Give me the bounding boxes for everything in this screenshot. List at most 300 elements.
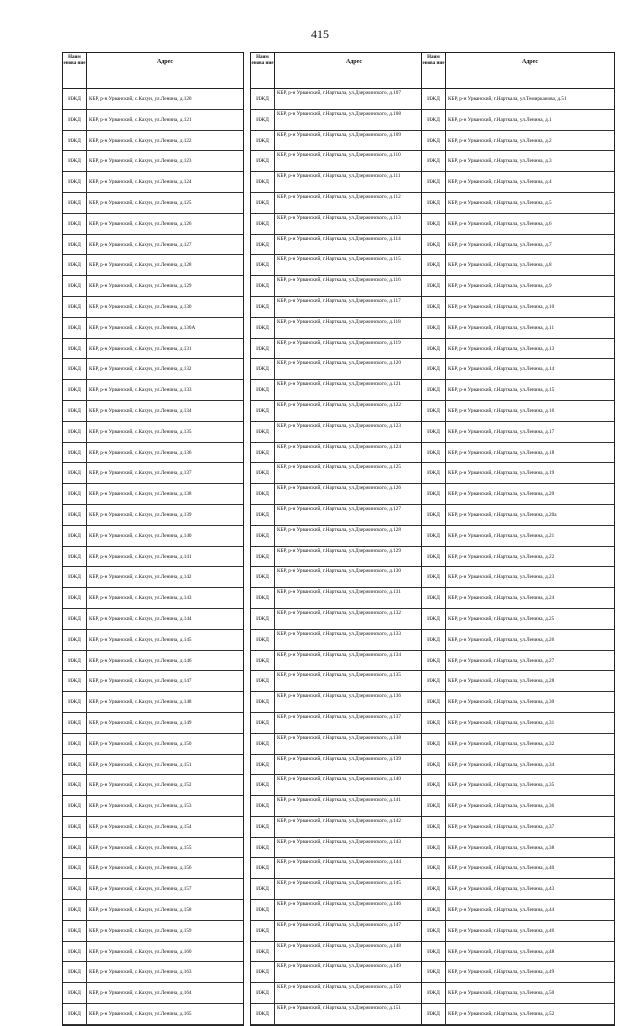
table-row xyxy=(251,1004,433,1025)
table-row xyxy=(422,193,614,214)
address-cell: КБР, р-н Урванский, с.Кахун, ул.Ленина, д.122 xyxy=(89,137,192,144)
address-cell: КБР, р-н Урванский, с.Кахун, ул.Ленина, д.158 xyxy=(89,907,192,914)
table-row xyxy=(422,359,614,380)
kind-cell: ИЖД xyxy=(422,339,446,359)
kind-cell: ИЖД xyxy=(63,900,87,920)
kind-cell: ИЖД xyxy=(422,359,446,379)
kind-cell: ИЖД xyxy=(63,110,87,130)
address-cell: КБР, р-н Урванский, г.Нарткала, ул.Темирканова, д.51 xyxy=(448,96,567,102)
kind-cell: ИЖД xyxy=(251,172,275,192)
table-row xyxy=(251,775,433,796)
address-cell: КБР, р-н Урванский, с.Кахун, ул.Ленина, д.165 xyxy=(89,1011,192,1018)
kind-cell: ИЖД xyxy=(422,151,446,171)
address-cell: КБР, р-н Урванский, г.Нарткала, ул.Ленина, д.9 xyxy=(448,283,552,290)
kind-cell: ИЖД xyxy=(251,235,275,255)
address-cell: КБР, р-н Урванский, г.Нарткала, ул.Дзержинского, д.142 xyxy=(277,817,401,824)
address-cell: КБР, р-н Урванский, г.Нарткала, ул.Ленина, д.20 xyxy=(448,491,555,498)
kind-cell: ИЖД xyxy=(422,796,446,816)
table-row xyxy=(422,588,614,609)
kind-cell: ИЖД xyxy=(251,463,275,483)
table-row xyxy=(251,110,433,131)
table-row xyxy=(251,214,433,235)
table-row xyxy=(422,463,614,484)
kind-header: Наим енова ние xyxy=(63,53,87,88)
address-cell: КБР, р-н Урванский, г.Нарткала, ул.Дзержинского, д.134 xyxy=(277,651,401,658)
address-cell: КБР, р-н Урванский, г.Нарткала, ул.Дзержинского, д.124 xyxy=(277,443,401,450)
address-header: Адрес xyxy=(521,59,539,65)
table-row xyxy=(422,692,614,713)
kind-cell: ИЖД xyxy=(422,505,446,525)
table-row xyxy=(63,713,243,734)
kind-cell: ИЖД xyxy=(422,422,446,442)
table-row xyxy=(63,942,243,963)
address-cell: КБР, р-н Урванский, г.Нарткала, ул.Дзержинского, д.111 xyxy=(277,173,401,180)
table-row xyxy=(63,131,243,152)
table-row xyxy=(422,775,614,796)
address-cell: КБР, р-н Урванский, г.Нарткала, ул.Ленина, д.20а xyxy=(448,511,557,518)
table-row xyxy=(63,526,243,547)
table-row xyxy=(63,609,243,630)
kind-cell: ИЖД xyxy=(251,692,275,712)
address-cell: КБР, р-н Урванский, г.Нарткала, ул.Дзержинского, д.122 xyxy=(277,401,401,408)
kind-cell: ИЖД xyxy=(422,484,446,504)
kind-cell: ИЖД xyxy=(422,630,446,650)
kind-cell: ИЖД xyxy=(422,172,446,192)
address-cell: КБР, р-н Урванский, г.Нарткала, ул.Ленина, д.1 xyxy=(448,116,552,123)
kind-cell: ИЖД xyxy=(63,401,87,421)
kind-cell: ИЖД xyxy=(251,962,275,982)
kind-cell: ИЖД xyxy=(63,547,87,567)
kind-cell: ИЖД xyxy=(251,567,275,587)
address-cell: КБР, р-н Урванский, г.Нарткала, ул.Ленина, д.43 xyxy=(448,886,555,893)
kind-cell: ИЖД xyxy=(63,89,87,109)
table-row xyxy=(422,858,614,879)
address-cell: КБР, р-н Урванский, г.Нарткала, ул.Дзержинского, д.128 xyxy=(277,526,401,533)
table-row xyxy=(63,879,243,900)
kind-cell: ИЖД xyxy=(63,359,87,379)
address-cell: КБР, р-н Урванский, с.Кахун, ул.Ленина, д.145 xyxy=(89,636,192,643)
table-row xyxy=(63,318,243,339)
address-cell: КБР, р-н Урванский, г.Нарткала, ул.Ленина, д.37 xyxy=(448,823,555,830)
kind-cell: ИЖД xyxy=(63,505,87,525)
address-cell: КБР, р-н Урванский, г.Нарткала, ул.Ленина, д.21 xyxy=(448,532,555,539)
address-cell: КБР, р-н Урванский, г.Нарткала, ул.Ленина, д.27 xyxy=(448,657,555,664)
address-cell: КБР, р-н Урванский, с.Кахун, ул.Ленина, д.137 xyxy=(89,470,192,477)
table-row xyxy=(63,151,243,172)
kind-cell: ИЖД xyxy=(251,775,275,795)
address-cell: КБР, р-н Урванский, г.Нарткала, ул.Дзержинского, д.135 xyxy=(277,672,401,679)
address-cell: КБР, р-н Урванский, г.Нарткала, ул.Ленина, д.30 xyxy=(448,699,555,706)
kind-cell: ИЖД xyxy=(422,962,446,982)
kind-cell: ИЖД xyxy=(63,339,87,359)
table-header xyxy=(63,53,243,89)
kind-cell: ИЖД xyxy=(63,858,87,878)
table-row xyxy=(422,942,614,963)
kind-cell: ИЖД xyxy=(422,734,446,754)
address-cell: КБР, р-н Урванский, г.Нарткала, ул.Дзержинского, д.120 xyxy=(277,360,401,367)
kind-cell: ИЖД xyxy=(422,817,446,837)
address-cell: КБР, р-н Урванский, г.Нарткала, ул.Ленина, д.17 xyxy=(448,428,555,435)
kind-cell: ИЖД xyxy=(422,838,446,858)
kind-cell: ИЖД xyxy=(422,942,446,962)
address-cell: КБР, р-н Урванский, г.Нарткала, ул.Дзержинского, д.121 xyxy=(277,381,401,388)
address-cell: КБР, р-н Урванский, с.Кахун, ул.Ленина, д.129 xyxy=(89,283,192,290)
address-cell: КБР, р-н Урванский, с.Кахун, ул.Ленина, д.120 xyxy=(89,96,192,102)
address-cell: КБР, р-н Урванский, г.Нарткала, ул.Дзержинского, д.108 xyxy=(277,110,401,117)
address-cell: КБР, р-н Урванский, с.Кахун, ул.Ленина, д.141 xyxy=(89,553,192,560)
address-cell: КБР, р-н Урванский, г.Нарткала, ул.Ленина, д.52 xyxy=(448,1011,555,1018)
table-row xyxy=(63,484,243,505)
table-row xyxy=(422,380,614,401)
table-row xyxy=(251,567,433,588)
address-cell: КБР, р-н Урванский, г.Нарткала, ул.Ленина, д.26 xyxy=(448,636,555,643)
table-row xyxy=(251,755,433,776)
address-cell: КБР, р-н Урванский, г.Нарткала, ул.Ленина, д.22 xyxy=(448,553,555,560)
kind-header: Наим енова ние xyxy=(422,53,446,88)
table-row xyxy=(251,443,433,464)
address-cell: КБР, р-н Урванский, г.Нарткала, ул.Дзержинского, д.137 xyxy=(277,713,401,720)
table-row xyxy=(422,817,614,838)
table-row xyxy=(63,588,243,609)
address-cell: КБР, р-н Урванский, г.Нарткала, ул.Ленина, д.16 xyxy=(448,407,555,414)
kind-cell: ИЖД xyxy=(63,879,87,899)
address-cell: КБР, р-н Урванский, с.Кахун, ул.Ленина, д.160 xyxy=(89,948,192,955)
kind-cell: ИЖД xyxy=(251,193,275,213)
table-row xyxy=(251,484,433,505)
address-cell: КБР, р-н Урванский, г.Нарткала, ул.Дзержинского, д.133 xyxy=(277,630,401,637)
kind-cell: ИЖД xyxy=(422,89,446,109)
address-cell: КБР, р-н Урванский, с.Кахун, ул.Ленина, д.130 xyxy=(89,303,192,310)
table-row xyxy=(422,630,614,651)
kind-cell: ИЖД xyxy=(251,879,275,899)
address-cell: КБР, р-н Урванский, г.Нарткала, ул.Ленина, д.24 xyxy=(448,595,555,602)
kind-cell: ИЖД xyxy=(422,401,446,421)
kind-cell: ИЖД xyxy=(251,422,275,442)
address-cell: КБР, р-н Урванский, с.Кахун, ул.Ленина, д.163 xyxy=(89,969,192,976)
table-row xyxy=(422,484,614,505)
kind-cell: ИЖД xyxy=(422,983,446,1003)
kind-cell: ИЖД xyxy=(251,255,275,275)
address-cell: КБР, р-н Урванский, с.Кахун, ул.Ленина, д.128 xyxy=(89,262,192,269)
kind-cell: ИЖД xyxy=(422,879,446,899)
address-cell: КБР, р-н Урванский, г.Нарткала, ул.Дзержинского, д.144 xyxy=(277,859,401,866)
kind-cell: ИЖД xyxy=(63,983,87,1003)
address-cell: КБР, р-н Урванский, г.Нарткала, ул.Ленина, д.15 xyxy=(448,387,555,394)
kind-cell: ИЖД xyxy=(422,609,446,629)
address-cell: КБР, р-н Урванский, с.Кахун, ул.Ленина, д.146 xyxy=(89,657,192,664)
address-cell: КБР, р-н Урванский, с.Кахун, ул.Ленина, д.156 xyxy=(89,865,192,872)
kind-cell: ИЖД xyxy=(422,276,446,296)
table-row xyxy=(422,879,614,900)
address-cell: КБР, р-н Урванский, г.Нарткала, ул.Дзержинского, д.147 xyxy=(277,921,401,928)
address-cell: КБР, р-н Урванский, г.Нарткала, ул.Ленина, д.6 xyxy=(448,220,552,227)
kind-cell: ИЖД xyxy=(422,380,446,400)
table-row xyxy=(251,255,433,276)
kind-cell: ИЖД xyxy=(422,900,446,920)
address-cell: КБР, р-н Урванский, г.Нарткала, ул.Дзержинского, д.148 xyxy=(277,942,401,949)
table-row xyxy=(422,151,614,172)
address-cell: КБР, р-н Урванский, г.Нарткала, ул.Ленина, д.8 xyxy=(448,262,552,269)
address-cell: КБР, р-н Урванский, с.Кахун, ул.Ленина, д.140 xyxy=(89,532,192,539)
kind-cell: ИЖД xyxy=(63,1004,87,1024)
table-row xyxy=(251,339,433,360)
table-row xyxy=(251,900,433,921)
address-cell: КБР, р-н Урванский, с.Кахун, ул.Ленина, д.151 xyxy=(89,761,192,768)
address-cell: КБР, р-н Урванский, с.Кахун, ул.Ленина, д.150 xyxy=(89,740,192,747)
table-row xyxy=(63,422,243,443)
table-row xyxy=(251,921,433,942)
table-row xyxy=(422,983,614,1004)
address-cell: КБР, р-н Урванский, г.Нарткала, ул.Дзержинского, д.143 xyxy=(277,838,401,845)
kind-cell: ИЖД xyxy=(63,817,87,837)
table-row xyxy=(422,339,614,360)
kind-cell: ИЖД xyxy=(63,297,87,317)
address-cell: КБР, р-н Урванский, с.Кахун, ул.Ленина, д.139 xyxy=(89,511,192,518)
kind-cell: ИЖД xyxy=(251,110,275,130)
kind-cell: ИЖД xyxy=(63,380,87,400)
address-cell: КБР, р-н Урванский, г.Нарткала, ул.Ленина, д.48 xyxy=(448,948,555,955)
kind-cell: ИЖД xyxy=(251,359,275,379)
table-row xyxy=(251,463,433,484)
table-row xyxy=(251,131,433,152)
kind-cell: ИЖД xyxy=(251,401,275,421)
kind-cell: ИЖД xyxy=(63,255,87,275)
kind-cell: ИЖД xyxy=(251,131,275,151)
kind-cell: ИЖД xyxy=(63,588,87,608)
table-row xyxy=(251,713,433,734)
kind-cell: ИЖД xyxy=(63,609,87,629)
kind-cell: ИЖД xyxy=(63,443,87,463)
table-row xyxy=(63,380,243,401)
address-cell: КБР, р-н Урванский, г.Нарткала, ул.Дзержинского, д.141 xyxy=(277,797,401,804)
kind-cell: ИЖД xyxy=(251,151,275,171)
table-row xyxy=(251,318,433,339)
address-header: Адрес xyxy=(345,59,363,65)
address-cell: КБР, р-н Урванский, с.Кахун, ул.Ленина, д.157 xyxy=(89,886,192,893)
address-cell: КБР, р-н Урванский, г.Нарткала, ул.Ленина, д.11 xyxy=(448,324,555,331)
table-row xyxy=(422,422,614,443)
address-header: Адрес xyxy=(156,59,174,65)
table-row xyxy=(251,942,433,963)
kind-cell: ИЖД xyxy=(251,858,275,878)
address-cell: КБР, р-н Урванский, с.Кахун, ул.Ленина, д.133 xyxy=(89,387,192,394)
table-row xyxy=(422,838,614,859)
table-row xyxy=(63,443,243,464)
table-row xyxy=(422,921,614,942)
table-row xyxy=(251,526,433,547)
kind-cell: ИЖД xyxy=(63,214,87,234)
address-cell: КБР, р-н Урванский, с.Кахун, ул.Ленина, д.126 xyxy=(89,220,192,227)
table-row xyxy=(422,401,614,422)
kind-cell: ИЖД xyxy=(251,734,275,754)
address-cell: КБР, р-н Урванский, с.Кахун, ул.Ленина, д.134 xyxy=(89,407,192,414)
address-cell: КБР, р-н Урванский, с.Кахун, ул.Ленина, д.155 xyxy=(89,844,192,851)
address-cell: КБР, р-н Урванский, г.Нарткала, ул.Дзержинского, д.130 xyxy=(277,568,401,575)
kind-cell: ИЖД xyxy=(422,297,446,317)
address-cell: КБР, р-н Урванский, г.Нарткала, ул.Ленина, д.46 xyxy=(448,927,555,934)
table-row xyxy=(251,547,433,568)
address-cell: КБР, р-н Урванский, г.Нарткала, ул.Дзержинского, д.140 xyxy=(277,776,401,783)
address-cell: КБР, р-н Урванский, г.Нарткала, ул.Дзержинского, д.139 xyxy=(277,755,401,762)
table-row xyxy=(422,526,614,547)
address-cell: КБР, р-н Урванский, г.Нарткала, ул.Ленина, д.7 xyxy=(448,241,552,248)
address-cell: КБР, р-н Урванский, г.Нарткала, ул.Дзержинского, д.127 xyxy=(277,505,401,512)
address-cell: КБР, р-н Урванский, г.Нарткала, ул.Ленина, д.35 xyxy=(448,782,555,789)
address-cell: КБР, р-н Урванский, г.Нарткала, ул.Ленина, д.5 xyxy=(448,199,552,206)
table-row xyxy=(63,235,243,256)
kind-cell: ИЖД xyxy=(251,651,275,671)
kind-cell: ИЖД xyxy=(251,671,275,691)
address-cell: КБР, р-н Урванский, г.Нарткала, ул.Дзержинского, д.123 xyxy=(277,422,401,429)
table-row xyxy=(251,817,433,838)
address-cell: КБР, р-н Урванский, г.Нарткала, ул.Дзержинского, д.136 xyxy=(277,693,401,700)
table-row xyxy=(63,547,243,568)
table-row xyxy=(422,505,614,526)
table-row xyxy=(251,151,433,172)
table-row xyxy=(422,255,614,276)
kind-cell: ИЖД xyxy=(63,671,87,691)
address-cell: КБР, р-н Урванский, г.Нарткала, ул.Ленина, д.50 xyxy=(448,990,555,997)
table-row xyxy=(422,172,614,193)
kind-cell: ИЖД xyxy=(63,276,87,296)
address-cell: КБР, р-н Урванский, г.Нарткала, ул.Ленина, д.28 xyxy=(448,678,555,685)
kind-cell: ИЖД xyxy=(251,755,275,775)
address-cell: КБР, р-н Урванский, с.Кахун, ул.Ленина, д.138 xyxy=(89,491,192,498)
table-row xyxy=(63,671,243,692)
kind-cell: ИЖД xyxy=(422,547,446,567)
address-cell: КБР, р-н Урванский, г.Нарткала, ул.Дзержинского, д.149 xyxy=(277,963,401,970)
kind-cell: ИЖД xyxy=(63,235,87,255)
table-row xyxy=(251,89,433,110)
kind-cell: ИЖД xyxy=(251,630,275,650)
table-row xyxy=(63,734,243,755)
page-number: 415 xyxy=(311,27,329,41)
kind-cell: ИЖД xyxy=(251,505,275,525)
table-row xyxy=(251,983,433,1004)
table-row xyxy=(422,110,614,131)
kind-cell: ИЖД xyxy=(251,921,275,941)
table-row xyxy=(251,734,433,755)
kind-cell: ИЖД xyxy=(422,318,446,338)
table-row xyxy=(251,588,433,609)
address-cell: КБР, р-н Урванский, г.Нарткала, ул.Дзержинского, д.119 xyxy=(277,339,401,346)
address-cell: КБР, р-н Урванский, с.Кахун, ул.Ленина, д.124 xyxy=(89,179,192,186)
table-row xyxy=(63,817,243,838)
table-row xyxy=(422,297,614,318)
address-cell: КБР, р-н Урванский, г.Нарткала, ул.Дзержинского, д.125 xyxy=(277,464,401,471)
kind-cell: ИЖД xyxy=(63,567,87,587)
kind-cell: ИЖД xyxy=(251,838,275,858)
kind-cell: ИЖД xyxy=(251,1004,275,1024)
kind-cell: ИЖД xyxy=(422,692,446,712)
address-cell: КБР, р-н Урванский, г.Нарткала, ул.Дзержинского, д.132 xyxy=(277,609,401,616)
address-cell: КБР, р-н Урванский, г.Нарткала, ул.Дзержинского, д.115 xyxy=(277,256,401,263)
address-cell: КБР, р-н Урванский, г.Нарткала, ул.Ленина, д.25 xyxy=(448,615,555,622)
table-row xyxy=(63,692,243,713)
table-column-3 xyxy=(421,52,615,1026)
address-cell: КБР, р-н Урванский, г.Нарткала, ул.Ленина, д.14 xyxy=(448,366,555,373)
address-cell: КБР, р-н Урванский, с.Кахун, ул.Ленина, д.153 xyxy=(89,803,192,810)
kind-cell: ИЖД xyxy=(63,775,87,795)
kind-cell: ИЖД xyxy=(251,443,275,463)
table-row xyxy=(422,276,614,297)
table-row xyxy=(422,547,614,568)
table-row xyxy=(251,609,433,630)
kind-cell: ИЖД xyxy=(422,1004,446,1024)
address-cell: КБР, р-н Урванский, г.Нарткала, ул.Дзержинского, д.131 xyxy=(277,589,401,596)
kind-cell: ИЖД xyxy=(63,755,87,775)
table-row xyxy=(63,172,243,193)
address-cell: КБР, р-н Урванский, с.Кахун, ул.Ленина, д.148 xyxy=(89,699,192,706)
table-row xyxy=(63,89,243,110)
table-column-2 xyxy=(250,52,434,1026)
kind-cell: ИЖД xyxy=(422,651,446,671)
kind-cell: ИЖД xyxy=(63,193,87,213)
address-cell: КБР, р-н Урванский, г.Нарткала, ул.Ленина, д.23 xyxy=(448,574,555,581)
table-row xyxy=(63,983,243,1004)
address-cell: КБР, р-н Урванский, г.Нарткала, ул.Дзержинского, д.151 xyxy=(277,1005,401,1012)
table-row xyxy=(422,796,614,817)
table-row xyxy=(422,235,614,256)
kind-cell: ИЖД xyxy=(422,921,446,941)
kind-cell: ИЖД xyxy=(422,443,446,463)
table-row xyxy=(251,276,433,297)
kind-cell: ИЖД xyxy=(422,463,446,483)
kind-cell: ИЖД xyxy=(63,713,87,733)
address-cell: КБР, р-н Урванский, г.Нарткала, ул.Дзержинского, д.118 xyxy=(277,318,401,325)
table-row xyxy=(63,110,243,131)
kind-cell: ИЖД xyxy=(251,380,275,400)
table-row xyxy=(422,755,614,776)
kind-cell: ИЖД xyxy=(63,734,87,754)
table-row xyxy=(251,422,433,443)
table-row xyxy=(63,651,243,672)
kind-cell: ИЖД xyxy=(63,463,87,483)
address-cell: КБР, р-н Урванский, с.Кахун, ул.Ленина, д.131 xyxy=(89,345,192,352)
kind-cell: ИЖД xyxy=(251,817,275,837)
kind-cell: ИЖД xyxy=(63,962,87,982)
table-row xyxy=(422,443,614,464)
address-cell: КБР, р-н Урванский, г.Нарткала, ул.Ленина, д.32 xyxy=(448,740,555,747)
table-row xyxy=(422,713,614,734)
address-cell: КБР, р-н Урванский, г.Нарткала, ул.Ленина, д.49 xyxy=(448,969,555,976)
table-row xyxy=(251,401,433,422)
kind-cell: ИЖД xyxy=(63,630,87,650)
address-cell: КБР, р-н Урванский, с.Кахун, ул.Ленина, д.123 xyxy=(89,158,192,165)
table-row xyxy=(63,838,243,859)
kind-cell: ИЖД xyxy=(422,255,446,275)
table-row xyxy=(422,567,614,588)
kind-cell: ИЖД xyxy=(422,671,446,691)
address-cell: КБР, р-н Урванский, г.Нарткала, ул.Дзержинского, д.126 xyxy=(277,485,401,492)
address-cell: КБР, р-н Урванский, с.Кахун, ул.Ленина, д.159 xyxy=(89,927,192,934)
table-row xyxy=(251,671,433,692)
kind-cell: ИЖД xyxy=(422,110,446,130)
table-row xyxy=(422,734,614,755)
address-cell: КБР, р-н Урванский, г.Нарткала, ул.Дзержинского, д.116 xyxy=(277,277,401,284)
address-cell: КБР, р-н Урванский, с.Кахун, ул.Ленина, д.149 xyxy=(89,719,192,726)
table-row xyxy=(251,879,433,900)
table-row xyxy=(63,255,243,276)
address-cell: КБР, р-н Урванский, г.Нарткала, ул.Ленина, д.34 xyxy=(448,761,555,768)
table-row xyxy=(422,89,614,110)
kind-cell: ИЖД xyxy=(422,193,446,213)
address-cell: КБР, р-н Урванский, г.Нарткала, ул.Ленина, д.38 xyxy=(448,844,555,851)
table-row xyxy=(251,838,433,859)
table-row xyxy=(251,962,433,983)
kind-cell: ИЖД xyxy=(251,339,275,359)
address-cell: КБР, р-н Урванский, г.Нарткала, ул.Дзержинского, д.145 xyxy=(277,880,401,887)
